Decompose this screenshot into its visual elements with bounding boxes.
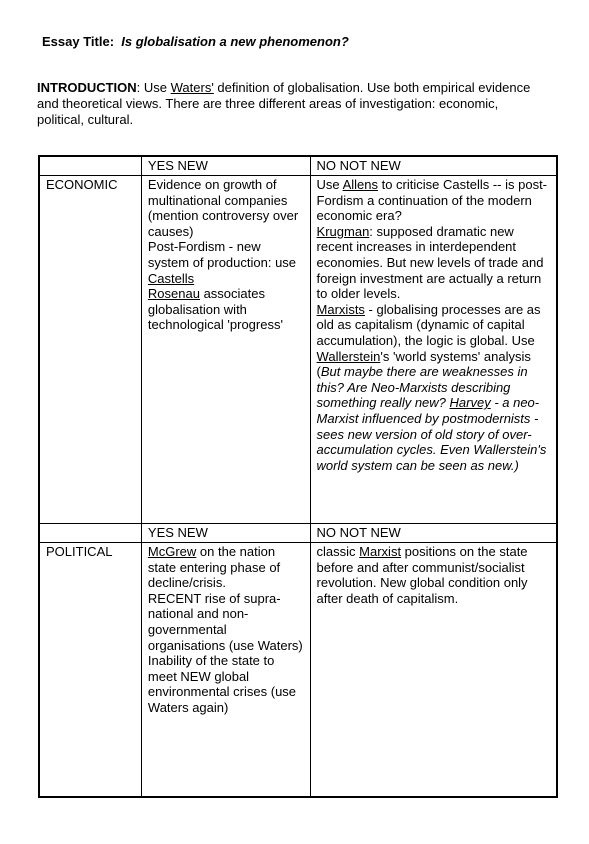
essay-plan-table xyxy=(38,155,558,798)
economic-label: ECONOMIC xyxy=(39,176,141,524)
text: But maybe there are weaknesses in this? Are Neo-Marxists describing something really new? xyxy=(316,364,528,411)
header-no-not-new: NO NOT NEW xyxy=(310,156,557,176)
essay-question: Is globalisation a new phenomenon? xyxy=(121,34,349,49)
political-yes-para-1 xyxy=(148,544,304,591)
economic-no-para-2 xyxy=(317,224,550,302)
text: to criticise Castells -- is post-Fordism a continuation of the modern economic era? xyxy=(316,177,548,224)
castells-ref: Castells xyxy=(147,270,195,286)
table-row xyxy=(39,543,557,798)
political-label: POLITICAL xyxy=(39,543,141,798)
economic-yes-para-1: Evidence on growth of multinational companies (mention controversy over causes) xyxy=(147,177,299,239)
header-yes-new: YES NEW xyxy=(141,524,310,543)
text: classic xyxy=(316,544,360,559)
header-yes-new: YES NEW xyxy=(141,156,310,176)
marxists-ref: Marxists xyxy=(316,301,365,317)
political-yes-cell xyxy=(141,543,310,798)
table-row xyxy=(39,176,557,524)
header-no-not-new: NO NOT NEW xyxy=(310,524,557,543)
empty-cell xyxy=(39,156,141,176)
allens-ref: Allens xyxy=(342,177,378,192)
text: 's 'world systems' analysis ( xyxy=(316,348,531,380)
text: - a neo-Marxist influenced by postmodernists - sees new version of old story of over-accumulation cycles. Even Wallerstein's world system can be seen as new.) xyxy=(316,395,547,473)
essay-title xyxy=(42,34,349,49)
harvey-ref: Harvey xyxy=(449,395,491,411)
table-row xyxy=(39,524,557,543)
table-row xyxy=(39,156,557,176)
economic-no-cell xyxy=(310,176,557,524)
rosenau-ref: Rosenau xyxy=(147,286,200,302)
political-no-para-1 xyxy=(317,544,550,606)
mcgrew-ref: McGrew xyxy=(147,544,197,559)
essay-title-label: Essay Title: xyxy=(42,34,115,49)
economic-no-para-3 xyxy=(317,302,550,474)
intro-text-1: : Use xyxy=(136,80,171,95)
economic-yes-para-3 xyxy=(148,286,304,333)
empty-cell xyxy=(39,524,141,543)
krugman-ref: Krugman xyxy=(316,223,370,239)
text: positions on the state before and after communist/socialist revolution. New global condition only after death of capitalism. xyxy=(316,544,528,606)
economic-yes-cell xyxy=(141,176,310,524)
economic-no-para-1 xyxy=(317,177,550,224)
text: Post-Fordism - new system of production: use xyxy=(147,239,297,270)
intro-waters-ref: Waters' xyxy=(170,80,214,95)
economic-yes-para-2 xyxy=(148,239,304,286)
text: on the nation state entering phase of decline/crisis. xyxy=(147,544,281,591)
text: - globalising processes are as old as capitalism (dynamic of capital accumulation), the logic is global. Use xyxy=(316,301,541,348)
text: : supposed dramatic new recent increases in interdependent economies. But new levels of trade and foreign investment are actually a return to older levels. xyxy=(316,223,544,302)
wallerstein-ref: Wallerstein xyxy=(316,348,381,364)
marxist-ref: Marxist xyxy=(359,544,402,559)
intro-text-2: definition of globalisation. Use both empirical evidence and theoretical views. There are three different areas of investigation: economic, political, cultural. xyxy=(37,80,531,127)
political-no-cell xyxy=(310,543,557,798)
text: associates globalisation with technological 'progress' xyxy=(147,286,283,333)
intro-label: INTRODUCTION xyxy=(37,80,137,95)
introduction-paragraph xyxy=(37,80,537,128)
political-yes-para-2: RECENT rise of supra-national and non-governmental organisations (use Waters) xyxy=(147,590,303,653)
political-yes-para-3: Inability of the state to meet NEW global environmental crises (use Waters again) xyxy=(147,653,297,715)
text: Use xyxy=(316,177,343,192)
